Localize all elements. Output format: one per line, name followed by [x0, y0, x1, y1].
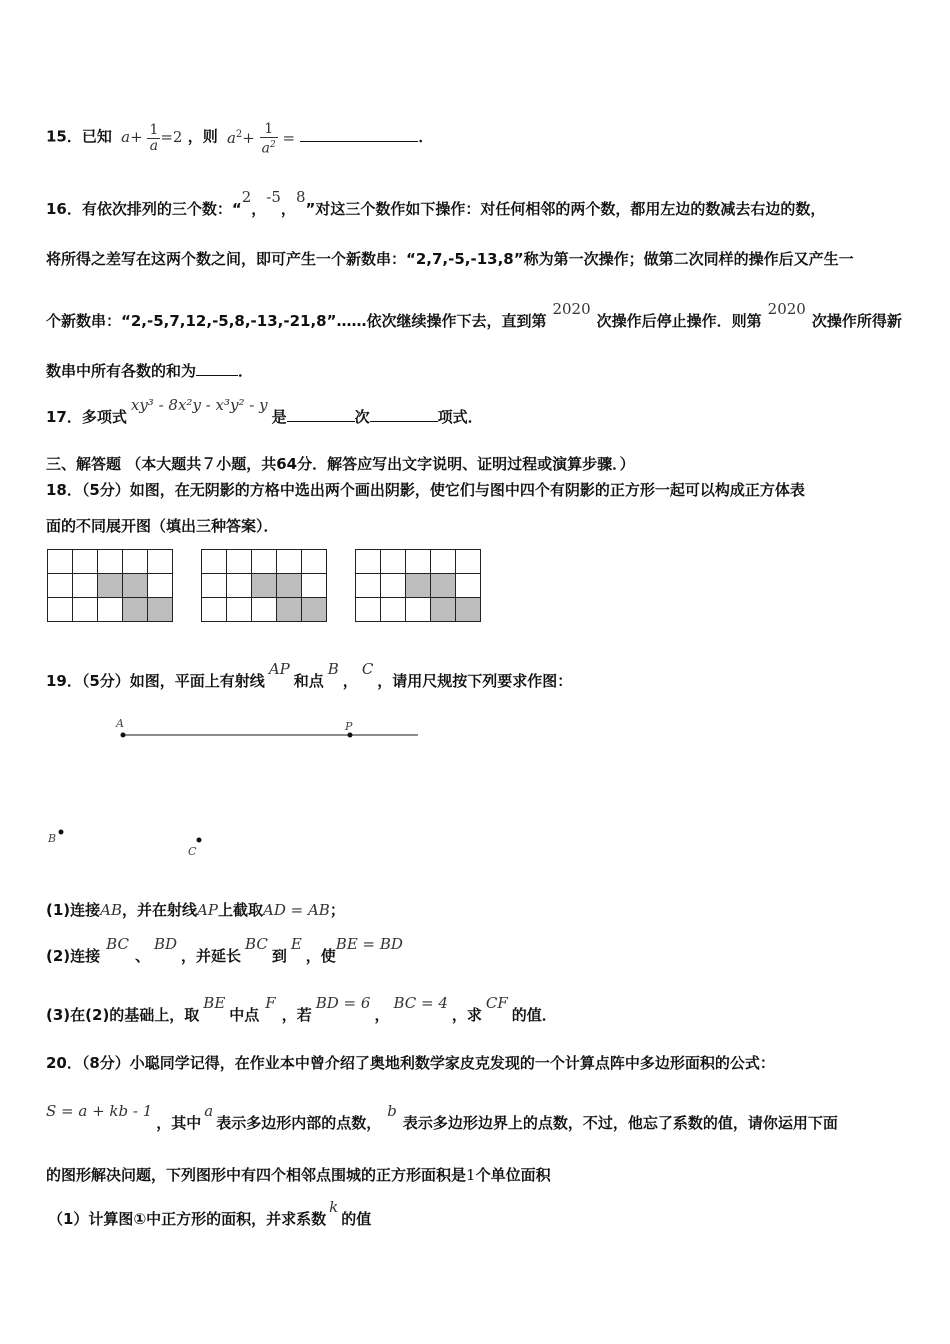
ray-ap: AP	[268, 660, 290, 678]
empty-cell[interactable]	[73, 598, 98, 622]
shaded-cell	[302, 598, 327, 622]
shaded-cell	[277, 598, 302, 622]
empty-cell[interactable]	[48, 598, 73, 622]
empty-cell[interactable]	[202, 550, 227, 574]
then-text: ，则	[187, 127, 218, 146]
empty-cell[interactable]	[227, 550, 252, 574]
empty-cell[interactable]	[277, 550, 302, 574]
empty-cell[interactable]	[48, 574, 73, 598]
question-16-line-4: 数串中所有各数的和为 ．	[46, 362, 254, 380]
question-19-step-3: (3)在(2)的基础上，取BE中点F，若BD = 6，BC = 4，求CF的值．	[46, 994, 557, 1024]
empty-cell[interactable]	[73, 550, 98, 574]
empty-cell[interactable]	[381, 574, 406, 598]
polynomial: xy³ - 8x²y - x³y² - y	[130, 396, 268, 414]
cube-net-grid-1	[47, 549, 173, 622]
number-2020: 2020	[552, 300, 591, 318]
label-p: P	[345, 720, 353, 733]
empty-cell[interactable]	[456, 550, 481, 574]
question-19-step-1: (1)连接AB，并在射线AP上截取AD = AB；	[46, 901, 345, 919]
question-20-line-2: S = a + kb - 1，其中a表示多边形内部的点数，b表示多边形边界上的点数，不过，他忘了系数的值，请你运用下面	[46, 1102, 838, 1132]
number-2: 2	[241, 188, 252, 206]
var-a: a	[121, 128, 131, 147]
shaded-cell	[148, 598, 173, 622]
shaded-cell	[456, 598, 481, 622]
empty-cell[interactable]	[202, 598, 227, 622]
empty-cell[interactable]	[252, 598, 277, 622]
question-18-line-1: 18．（5分）如图，在无阴影的方格中选出两个画出阴影，使它们与图中四个有阴影的正方形一起可以构成正方体表	[46, 481, 805, 499]
question-20-line-1: 20．（8分）小聪同学记得，在作业本中曾介绍了奥地利数学家皮克发现的一个计算点阵中多边形面积的公式：	[46, 1054, 775, 1072]
empty-cell[interactable]	[431, 550, 456, 574]
equation-a-plus-inverse	[121, 120, 182, 154]
empty-cell[interactable]	[356, 550, 381, 574]
answer-blank-17-degree[interactable]	[287, 407, 355, 422]
empty-cell[interactable]	[73, 574, 98, 598]
shaded-cell	[406, 574, 431, 598]
pick-formula: S = a + kb - 1	[46, 1102, 153, 1120]
empty-cell[interactable]	[148, 574, 173, 598]
question-17: 17．多项式xy³ - 8x²y - x³y² - y是 次 项式．	[46, 396, 483, 426]
question-18-line-2: 面的不同展开图（填出三种答案）．	[46, 517, 279, 535]
empty-cell[interactable]	[406, 550, 431, 574]
question-19: 19．（5分）如图，平面上有射线AP和点B，C，请用尺规按下列要求作图：	[46, 660, 573, 690]
number-neg5: -5	[266, 188, 281, 206]
section-3-title: 三、解答题 （本大题共７小题，共64分．解答应写出文字说明、证明过程或演算步骤．）	[46, 455, 635, 473]
question-16-line-1: 16．有依次排列的三个数：“2，-5，8”对这三个数作如下操作：对任何相邻的两个数，都用左边的数减去右边的数，	[46, 188, 826, 218]
point-c-dot	[197, 838, 202, 843]
point-c: C	[361, 660, 374, 678]
shaded-cell	[98, 574, 123, 598]
answer-blank-16[interactable]	[196, 361, 238, 376]
shaded-cell	[431, 574, 456, 598]
equals-two: =2	[160, 128, 183, 147]
question-16-line-3: 个新数串：“2,-5,7,12,-5,8,-13,-21,8”……依次继续操作下去，直到第2020次操作后停止操作．则第2020次操作所得新	[46, 300, 902, 330]
empty-cell[interactable]	[381, 550, 406, 574]
empty-cell[interactable]	[252, 550, 277, 574]
expression-a2-plus-inverse: $a^2+$ $\frac{1}{a^2}$ =	[226, 120, 296, 157]
fraction-one-over-a2: $\frac{1}{a^2}$	[261, 120, 276, 157]
point-b-dot	[59, 830, 64, 835]
empty-cell[interactable]	[381, 598, 406, 622]
label-c: C	[188, 845, 197, 858]
empty-cell[interactable]	[406, 598, 431, 622]
empty-cell[interactable]	[356, 598, 381, 622]
label-b: B	[48, 832, 57, 845]
question-15: 15．已知 a+ $\frac{1}{a}$ =2 ，则 $a^2+$ $\frac{1}{a^2}$ = ．	[46, 118, 904, 156]
question-19-step-2: (2)连接BC、BD，并延长BC到E，使BE = BD	[46, 935, 403, 965]
empty-cell[interactable]	[456, 574, 481, 598]
empty-cell[interactable]	[202, 574, 227, 598]
empty-cell[interactable]	[302, 550, 327, 574]
question-16-line-2: 将所得之差写在这两个数之间，即可产生一个新数串：“2,7,-5,-13,8”称为第一次操作；做第二次同样的操作后又产生一	[46, 250, 854, 268]
shaded-cell	[123, 598, 148, 622]
given-text: 已知	[81, 127, 112, 146]
empty-cell[interactable]	[356, 574, 381, 598]
question-20-line-3: 的图形解决问题，下列图形中有四个相邻点围城的正方形面积是1个单位面积	[46, 1166, 551, 1184]
label-a: A	[116, 717, 124, 730]
shaded-cell	[252, 574, 277, 598]
number-2020: 2020	[767, 300, 806, 318]
empty-cell[interactable]	[227, 598, 252, 622]
empty-cell[interactable]	[48, 550, 73, 574]
answer-blank-17-terms[interactable]	[370, 407, 438, 422]
answer-blank-15[interactable]	[300, 127, 418, 142]
empty-cell[interactable]	[302, 574, 327, 598]
empty-cell[interactable]	[148, 550, 173, 574]
plus-sign: +	[130, 128, 143, 147]
cube-net-grid-2	[201, 549, 327, 622]
empty-cell[interactable]	[98, 598, 123, 622]
empty-cell[interactable]	[123, 550, 148, 574]
cube-net-grid-3	[355, 549, 481, 622]
shaded-cell	[123, 574, 148, 598]
point-p-dot	[348, 733, 353, 738]
shaded-cell	[277, 574, 302, 598]
number-8: 8	[295, 188, 306, 206]
var-a: a	[226, 129, 236, 147]
empty-cell[interactable]	[98, 550, 123, 574]
fraction-one-over-a: $\frac{1}{a}$	[149, 121, 159, 154]
point-b: B	[327, 660, 339, 678]
question-number: 15．	[46, 127, 82, 146]
shaded-cell	[431, 598, 456, 622]
question-20-sub-1: （1）计算图①中正方形的面积，并求系数k的值	[48, 1198, 372, 1228]
empty-cell[interactable]	[227, 574, 252, 598]
point-a-dot	[121, 733, 126, 738]
